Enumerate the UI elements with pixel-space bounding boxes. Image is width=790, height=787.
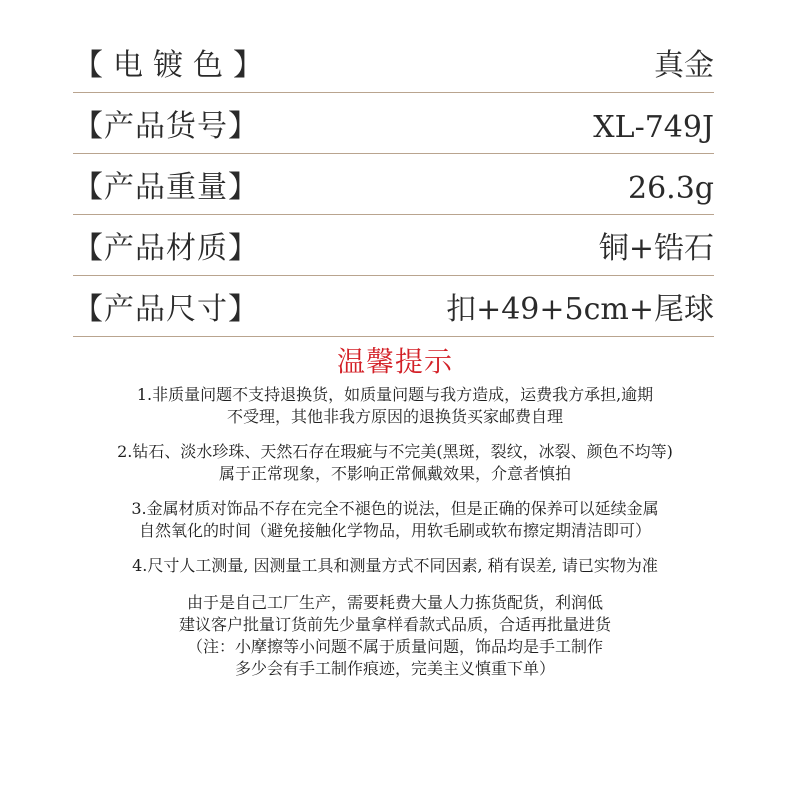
spec-value: 铜+锆石 [598, 231, 714, 266]
spec-label: 【产品重量】 [73, 170, 259, 205]
notice-item-1 [80, 384, 710, 428]
notice-title: 温馨提示 [336, 345, 453, 378]
notice-line: 3.金属材质对饰品不存在完全不褪色的说法，但是正确的保养可以延续金属 [131, 499, 659, 518]
notice-line: 多少会有手工制作痕迹，完美主义慎重下单） [234, 659, 555, 678]
spec-row-item-number [73, 93, 714, 154]
spec-row-plating-color [73, 32, 714, 93]
spec-table [73, 32, 714, 337]
spec-row-material [73, 215, 714, 276]
spec-value: XL-749J [593, 110, 714, 145]
spec-row-weight [73, 154, 714, 215]
notice-line: 属于正常现象，不影响正常佩戴效果，介意者慎拍 [218, 464, 571, 483]
notice-factory [80, 592, 710, 680]
notice-line: 由于是自己工厂生产，需要耗费大量人力拣货配货，利润低 [186, 593, 603, 612]
notice-item-3 [80, 498, 710, 542]
spec-value: 扣+49+5cm+尾球 [446, 292, 714, 327]
notice-line: 不受理，其他非我方原因的退换货买家邮费自理 [226, 407, 563, 426]
spec-row-size [73, 276, 714, 337]
spec-label: 【电镀色】 [73, 48, 273, 83]
notice-line: 1.非质量问题不支持退换货，如质量问题与我方造成，运费我方承担,逾期 [136, 385, 654, 404]
spec-label: 【产品尺寸】 [73, 292, 259, 327]
notice-line: 2.钻石、淡水珍珠、天然石存在瑕疵与不完美(黑斑，裂纹，冰裂、颜色不均等) [117, 442, 673, 461]
spec-label: 【产品材质】 [73, 231, 259, 266]
notice-line: 自然氧化的时间（避免接触化学物品，用软毛刷或软布擦定期清洁即可） [138, 521, 651, 540]
notice-line: 4.尺寸人工测量, 因测量工具和测量方式不同因素, 稍有误差, 请已实物为准 [132, 556, 658, 575]
spec-value: 26.3g [627, 171, 714, 206]
notice-item-4 [80, 555, 710, 577]
notice-line: 建议客户批量订货前先少量拿样看款式品质，合适再批量进货 [178, 615, 611, 634]
notice-line: （注：小摩擦等小问题不属于质量问题，饰品均是手工制作 [186, 637, 603, 656]
spec-value: 真金 [654, 48, 714, 83]
notice-item-2 [80, 441, 710, 485]
spec-label: 【产品货号】 [73, 109, 259, 144]
